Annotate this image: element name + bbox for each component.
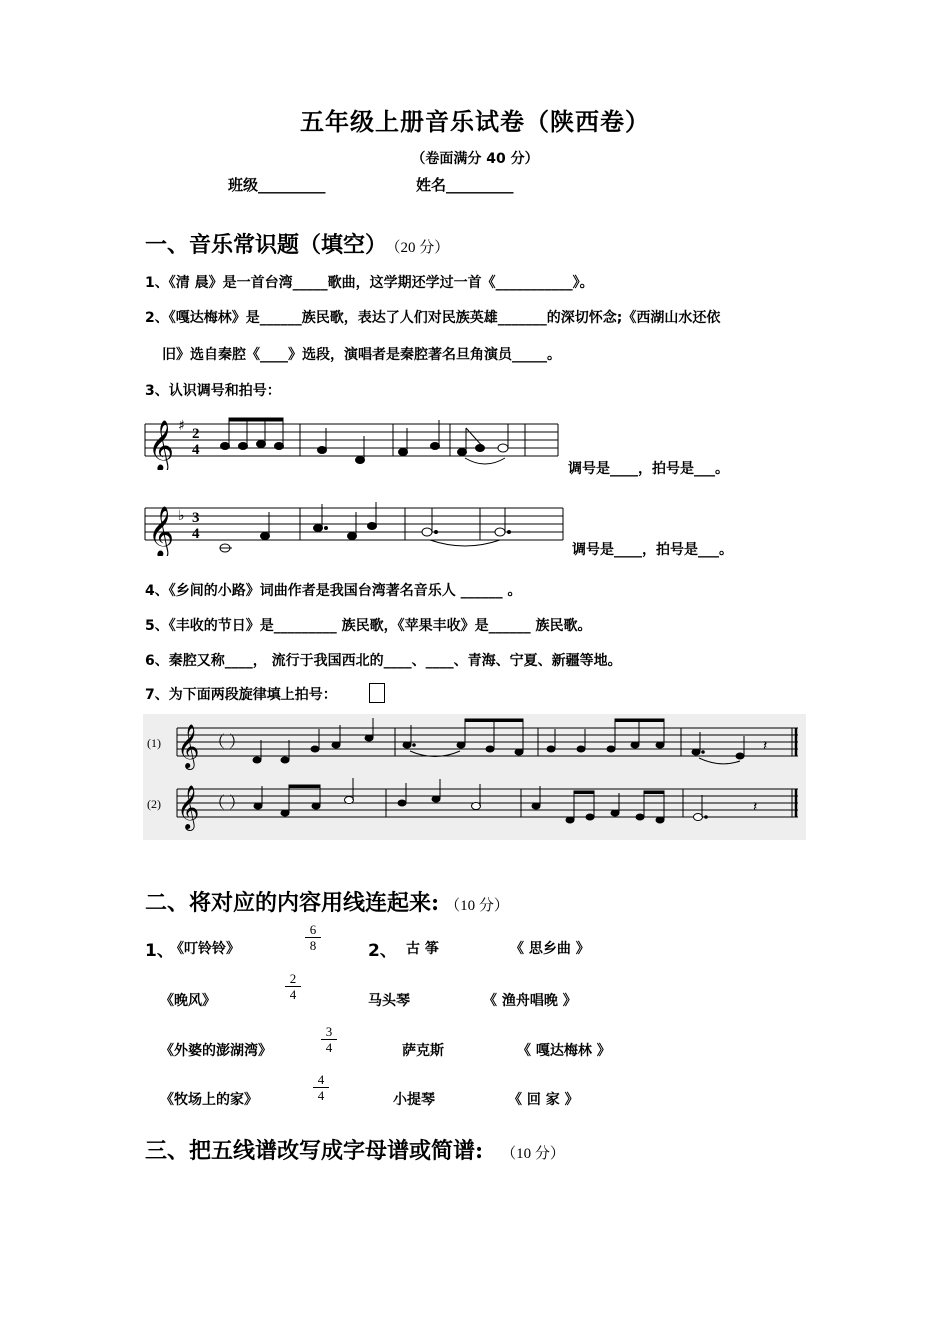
section1-title: 一、音乐常识题（填空） <box>145 232 388 258</box>
instrument-1[interactable]: 古 筝 <box>406 941 439 957</box>
svg-text:𝄞: 𝄞 <box>177 724 200 768</box>
time-sig-bottom: 4 <box>192 442 200 458</box>
name-field-label: 姓名_________ <box>416 176 514 194</box>
section2-heading <box>145 886 509 917</box>
svg-text:♯: ♯ <box>178 418 185 434</box>
question-7: 7、为下面两段旋律填上拍号： <box>145 687 337 703</box>
section3-score: （10 分） <box>501 1146 565 1162</box>
meter-2[interactable]: 2 4 <box>285 972 301 1001</box>
question-4: 4、《乡间的小路》词曲作者是我国台湾著名音乐人 ______ 。 <box>145 583 522 599</box>
instrument-2[interactable]: 马头琴 <box>368 993 410 1009</box>
svg-text:♭: ♭ <box>178 508 185 524</box>
meter-3[interactable]: 3 4 <box>321 1025 337 1054</box>
question-3: 3、认识调号和拍号： <box>145 383 281 399</box>
melody-2-meter-blank: （ ） <box>209 795 246 812</box>
instrument-4[interactable]: 小提琴 <box>393 1092 435 1108</box>
page-subtitle: （卷面满分 40 分） <box>411 151 539 167</box>
question-6: 6、秦腔又称____， 流行于我国西北的____、____、青海、宁夏、新疆等地。 <box>145 653 622 669</box>
staff-2 <box>140 490 570 556</box>
melody-2-label: (2) <box>147 797 161 811</box>
melody-1-label: (1) <box>147 736 161 750</box>
question-2-line1: 2、《嘎达梅林》是______族民歌，表达了人们对民族英雄_______的深切怀念;《西湖山水还依 <box>145 310 721 326</box>
song-2[interactable]: 《晚风》 <box>160 993 216 1009</box>
staff-2-answer: 调号是____，拍号是___。 <box>572 542 733 558</box>
melody-staves <box>143 714 806 840</box>
time-sig-bottom: 4 <box>192 526 200 542</box>
meter-4[interactable]: 4 4 <box>313 1073 329 1102</box>
piece-1[interactable]: 《 思乡曲 》 <box>510 941 590 957</box>
time-signature-answer-box[interactable] <box>369 683 385 703</box>
group-1-number: 1、 <box>145 941 174 961</box>
piece-3[interactable]: 《 嘎达梅林 》 <box>517 1043 611 1059</box>
song-4[interactable]: 《牧场上的家》 <box>160 1092 258 1108</box>
piece-2[interactable]: 《 渔舟唱晚 》 <box>483 993 577 1009</box>
svg-text:𝄞: 𝄞 <box>177 785 200 829</box>
section2-score: （10 分） <box>445 898 509 914</box>
song-1[interactable]: 《叮铃铃》 <box>170 941 240 957</box>
section1-score: （20 分） <box>393 240 450 256</box>
staff-1 <box>140 408 565 470</box>
treble-clef-icon: 𝄞 <box>148 420 175 470</box>
instrument-3[interactable]: 萨克斯 <box>402 1043 444 1059</box>
section3-heading <box>145 1134 565 1165</box>
time-sig-top: 3 <box>192 510 200 526</box>
song-3[interactable]: 《外婆的澎湖湾》 <box>160 1043 272 1059</box>
svg-text:𝄽: 𝄽 <box>753 799 758 815</box>
class-field-label: 班级_________ <box>228 176 326 194</box>
question-2-line2: 旧》选自秦腔《____》选段，演唱者是秦腔著名旦角演员_____。 <box>162 347 561 363</box>
group-2-number: 2、 <box>368 941 397 961</box>
meter-1[interactable]: 6 8 <box>305 923 321 952</box>
section1-heading <box>145 228 449 259</box>
svg-text:𝄽: 𝄽 <box>763 738 768 754</box>
question-1: 1、《清 晨》是一首台湾_____歌曲，这学期还学过一首《___________》。 <box>145 275 594 291</box>
treble-clef-icon: 𝄞 <box>148 506 175 556</box>
melody-1-meter-blank: （ ） <box>209 734 246 751</box>
staff-1-answer: 调号是____，拍号是___。 <box>568 461 729 477</box>
page-title: 五年级上册音乐试卷（陕西卷） <box>300 107 650 136</box>
section2-title: 二、将对应的内容用线连起来: <box>145 890 440 916</box>
piece-4[interactable]: 《 回 家 》 <box>508 1092 579 1108</box>
question-5: 5、《丰收的节日》是_________ 族民歌，《苹果丰收》是______ 族民歌。 <box>145 618 592 634</box>
section3-title: 三、把五线谱改写成字母谱或简谱: <box>145 1138 484 1164</box>
time-sig-top: 2 <box>192 426 200 442</box>
